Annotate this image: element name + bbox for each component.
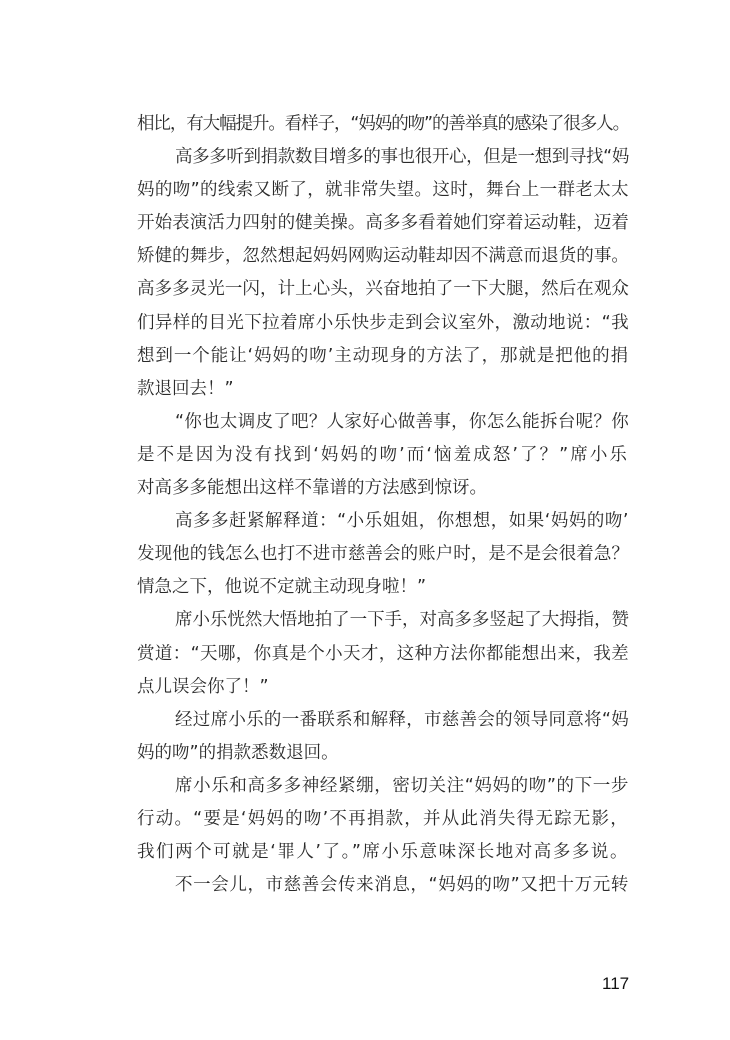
- text-line-row: [137, 174, 629, 207]
- text-line: 高多多灵光一闪，计上心头，兴奋地拍了一下大腿，然后在观众: [137, 279, 629, 300]
- text-line: 高多多听到捐款数目增多的事也很开心，但是一想到寻找“妈: [175, 147, 629, 168]
- text-line: 们异样的目光下拉着席小乐快步走到会议室外，激动地说：“我: [137, 312, 629, 333]
- text-line-row: [137, 836, 629, 869]
- text-line-row: [137, 273, 629, 306]
- text-line-row: [137, 671, 629, 704]
- text-line-row: [137, 240, 629, 273]
- text-line: 妈的吻”的线索又断了，就非常失望。这时，舞台上一群老太太: [137, 180, 629, 201]
- text-line-row: [137, 770, 629, 803]
- text-line-row: [137, 505, 629, 538]
- text-line: 是不是因为没有找到‘妈妈的吻’而‘恼羞成怒’了？”席小乐: [137, 444, 629, 465]
- text-line-row: [137, 406, 629, 439]
- text-line: 赏道：“天哪，你真是个小天才，这种方法你都能想出来，我差: [137, 643, 629, 664]
- text-line-row: [137, 207, 629, 240]
- text-line: 我们两个可就是‘罪人’了。”席小乐意味深长地对高多多说。: [137, 842, 629, 863]
- text-line: 席小乐和高多多神经紧绷，密切关注“妈妈的吻”的下一步: [175, 775, 629, 796]
- text-line-row: [137, 869, 629, 902]
- text-line-row: [137, 307, 629, 340]
- text-line: 款退回去！”: [137, 378, 234, 399]
- text-line-row: [137, 704, 629, 737]
- text-line: 点儿误会你了！”: [137, 676, 269, 697]
- text-line-row: [137, 141, 629, 174]
- text-line: “你也太调皮了吧？人家好心做善事，你怎么能拆台呢？你: [175, 411, 629, 432]
- text-line: 经过席小乐的一番联系和解释，市慈善会的领导同意将“妈: [175, 709, 629, 730]
- text-line: 发现他的钱怎么也打不进市慈善会的账户时，是不是会很着急？: [137, 544, 629, 565]
- text-line: 矫健的舞步，忽然想起妈妈网购运动鞋却因不满意而退货的事。: [137, 246, 629, 267]
- text-line: 想到一个能让‘妈妈的吻’主动现身的方法了，那就是把他的捐: [137, 345, 629, 366]
- text-line-row: [137, 108, 629, 141]
- text-line: 对高多多能想出这样不靠谱的方法感到惊讶。: [137, 478, 487, 499]
- text-line-row: [137, 604, 629, 637]
- text-line: 妈的吻”的捐款悉数退回。: [137, 742, 339, 763]
- text-line-row: [137, 439, 629, 472]
- text-line: 不一会儿，市慈善会传来消息，“妈妈的吻”又把十万元转: [175, 875, 629, 896]
- text-line-row: [137, 803, 629, 836]
- text-line: 开始表演活力四射的健美操。高多多看着她们穿着运动鞋，迈着: [137, 213, 629, 234]
- text-line: 情急之下，他说不定就主动现身啦！”: [137, 577, 427, 598]
- text-line-row: [137, 340, 629, 373]
- text-line-row: [137, 538, 629, 571]
- text-line: 行动。“要是‘妈妈的吻’不再捐款，并从此消失得无踪无影，: [137, 808, 629, 829]
- text-line-row: [137, 737, 629, 770]
- text-line: 高多多赶紧解释道：“小乐姐姐，你想想，如果‘妈妈的吻’: [175, 511, 629, 532]
- text-line-row: [137, 571, 629, 604]
- text-line-row: [137, 373, 629, 406]
- page-number: 117: [602, 974, 630, 993]
- text-line-row: [137, 638, 629, 671]
- text-line-row: [137, 472, 629, 505]
- body-text: [137, 108, 629, 902]
- text-line: 相比，有大幅提升。看样子，“妈妈的吻”的善举真的感染了很多人。: [137, 114, 629, 134]
- text-line: 席小乐恍然大悟地拍了一下手，对高多多竖起了大拇指，赞: [175, 610, 629, 631]
